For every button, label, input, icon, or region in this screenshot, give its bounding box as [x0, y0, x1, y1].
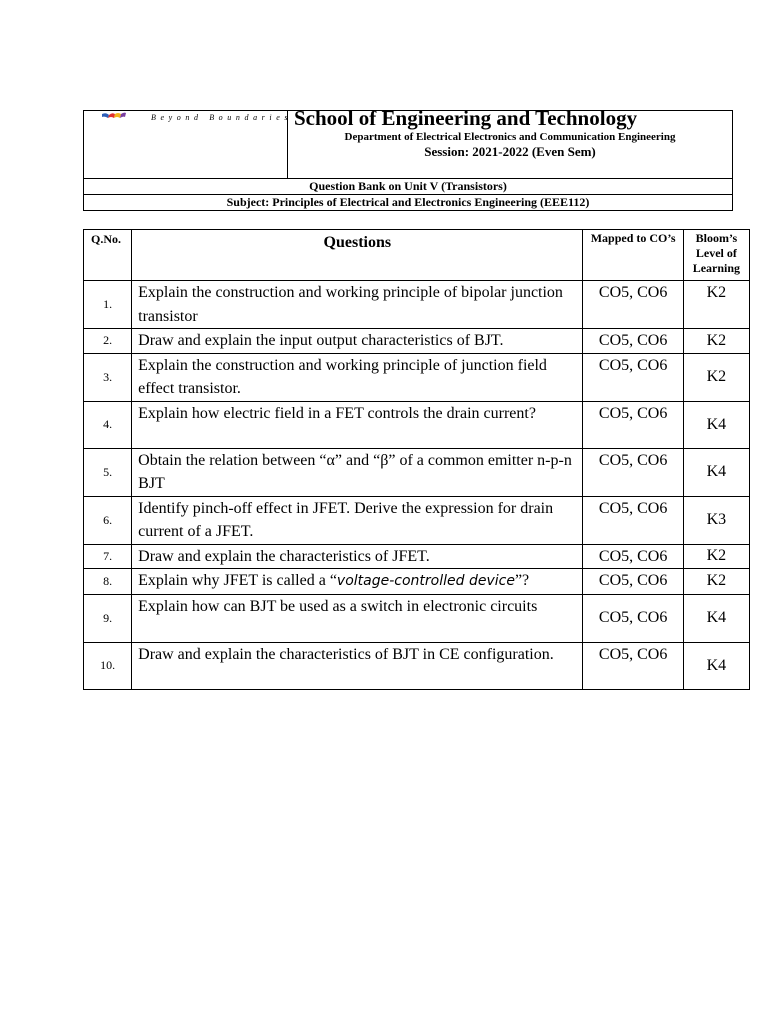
table-row: [84, 569, 750, 595]
blooms-level: K3: [683, 496, 749, 544]
blooms-level: K4: [683, 642, 749, 689]
subject-title: Subject: Principles of Electrical and Electronics Engineering (EEE112): [84, 195, 733, 211]
question-number: 7.: [84, 544, 132, 569]
co-mapping: CO5, CO6: [583, 544, 683, 569]
tagline: Beyond Boundaries: [151, 113, 293, 122]
table-row: [84, 448, 750, 496]
question-number: 3.: [84, 353, 132, 401]
co-mapping: CO5, CO6: [583, 401, 683, 448]
question-text: [132, 569, 583, 595]
question-number: 6.: [84, 496, 132, 544]
question-text: Identify pinch-off effect in JFET. Derive the expression for drain current of a JFET.: [132, 496, 583, 544]
question-table: [83, 229, 750, 690]
question-number: 1.: [84, 281, 132, 329]
column-header-qno: Q.No.: [84, 230, 132, 281]
table-row: [84, 544, 750, 569]
co-mapping: CO5, CO6: [583, 594, 683, 642]
co-mapping: CO5, CO6: [583, 496, 683, 544]
session-label: Session: 2021-2022 (Even Sem): [424, 144, 596, 159]
question-number: 4.: [84, 401, 132, 448]
question-number: 5.: [84, 448, 132, 496]
blooms-level: K2: [683, 329, 749, 354]
blooms-level: K2: [683, 544, 749, 569]
logo-cell: [84, 111, 293, 179]
table-header-row: [84, 230, 750, 281]
table-row: [84, 353, 750, 401]
blooms-level: K4: [683, 401, 749, 448]
question-text: Explain how can BJT be used as a switch in electronic circuits: [132, 594, 583, 642]
column-header-co: Mapped to CO’s: [583, 230, 683, 281]
blooms-level: K4: [683, 594, 749, 642]
question-number: 9.: [84, 594, 132, 642]
co-mapping: CO5, CO6: [583, 642, 683, 689]
column-header-questions: Questions: [132, 230, 583, 281]
co-mapping: CO5, CO6: [583, 353, 683, 401]
question-number: 10.: [84, 642, 132, 689]
question-number: 2.: [84, 329, 132, 354]
question-text-start: Explain why JFET is called a “: [138, 572, 337, 589]
table-row: [84, 594, 750, 642]
question-number: 8.: [84, 569, 132, 595]
table-row: [84, 496, 750, 544]
table-row: [84, 329, 750, 354]
blooms-level: K2: [683, 281, 749, 329]
question-text: Explain how electric field in a FET controls the drain current?: [132, 401, 583, 448]
question-text-end: ”?: [514, 572, 530, 589]
header-table: [83, 106, 733, 211]
question-text: Obtain the relation between “α” and “β” of a common emitter n-p-n BJT: [132, 448, 583, 496]
co-mapping: CO5, CO6: [583, 281, 683, 329]
question-bank-title: Question Bank on Unit V (Transistors): [84, 179, 733, 195]
blooms-level: K2: [683, 569, 749, 595]
co-mapping: CO5, CO6: [583, 569, 683, 595]
department-name: Department of Electrical Electronics and Communication Engineering: [344, 131, 676, 143]
blooms-level: K4: [683, 448, 749, 496]
university-logo-icon: [102, 112, 126, 120]
title-cell: [288, 106, 733, 179]
question-text: Explain the construction and working principle of bipolar junction transistor: [132, 281, 583, 329]
question-text: Explain the construction and working principle of junction field effect transistor.: [132, 353, 583, 401]
column-header-blooms: Bloom’s Level of Learning: [683, 230, 749, 281]
table-row: [84, 642, 750, 689]
table-row: [84, 401, 750, 448]
question-text: Draw and explain the characteristics of JFET.: [132, 544, 583, 569]
school-name: School of Engineering and Technology: [294, 106, 638, 130]
co-mapping: CO5, CO6: [583, 329, 683, 354]
blooms-level: K2: [683, 353, 749, 401]
co-mapping: CO5, CO6: [583, 448, 683, 496]
question-text-italic: voltage-controlled device: [336, 573, 515, 589]
question-text: Draw and explain the input output characteristics of BJT.: [132, 329, 583, 354]
question-text: Draw and explain the characteristics of BJT in CE configuration.: [132, 642, 583, 689]
table-row: [84, 281, 750, 329]
